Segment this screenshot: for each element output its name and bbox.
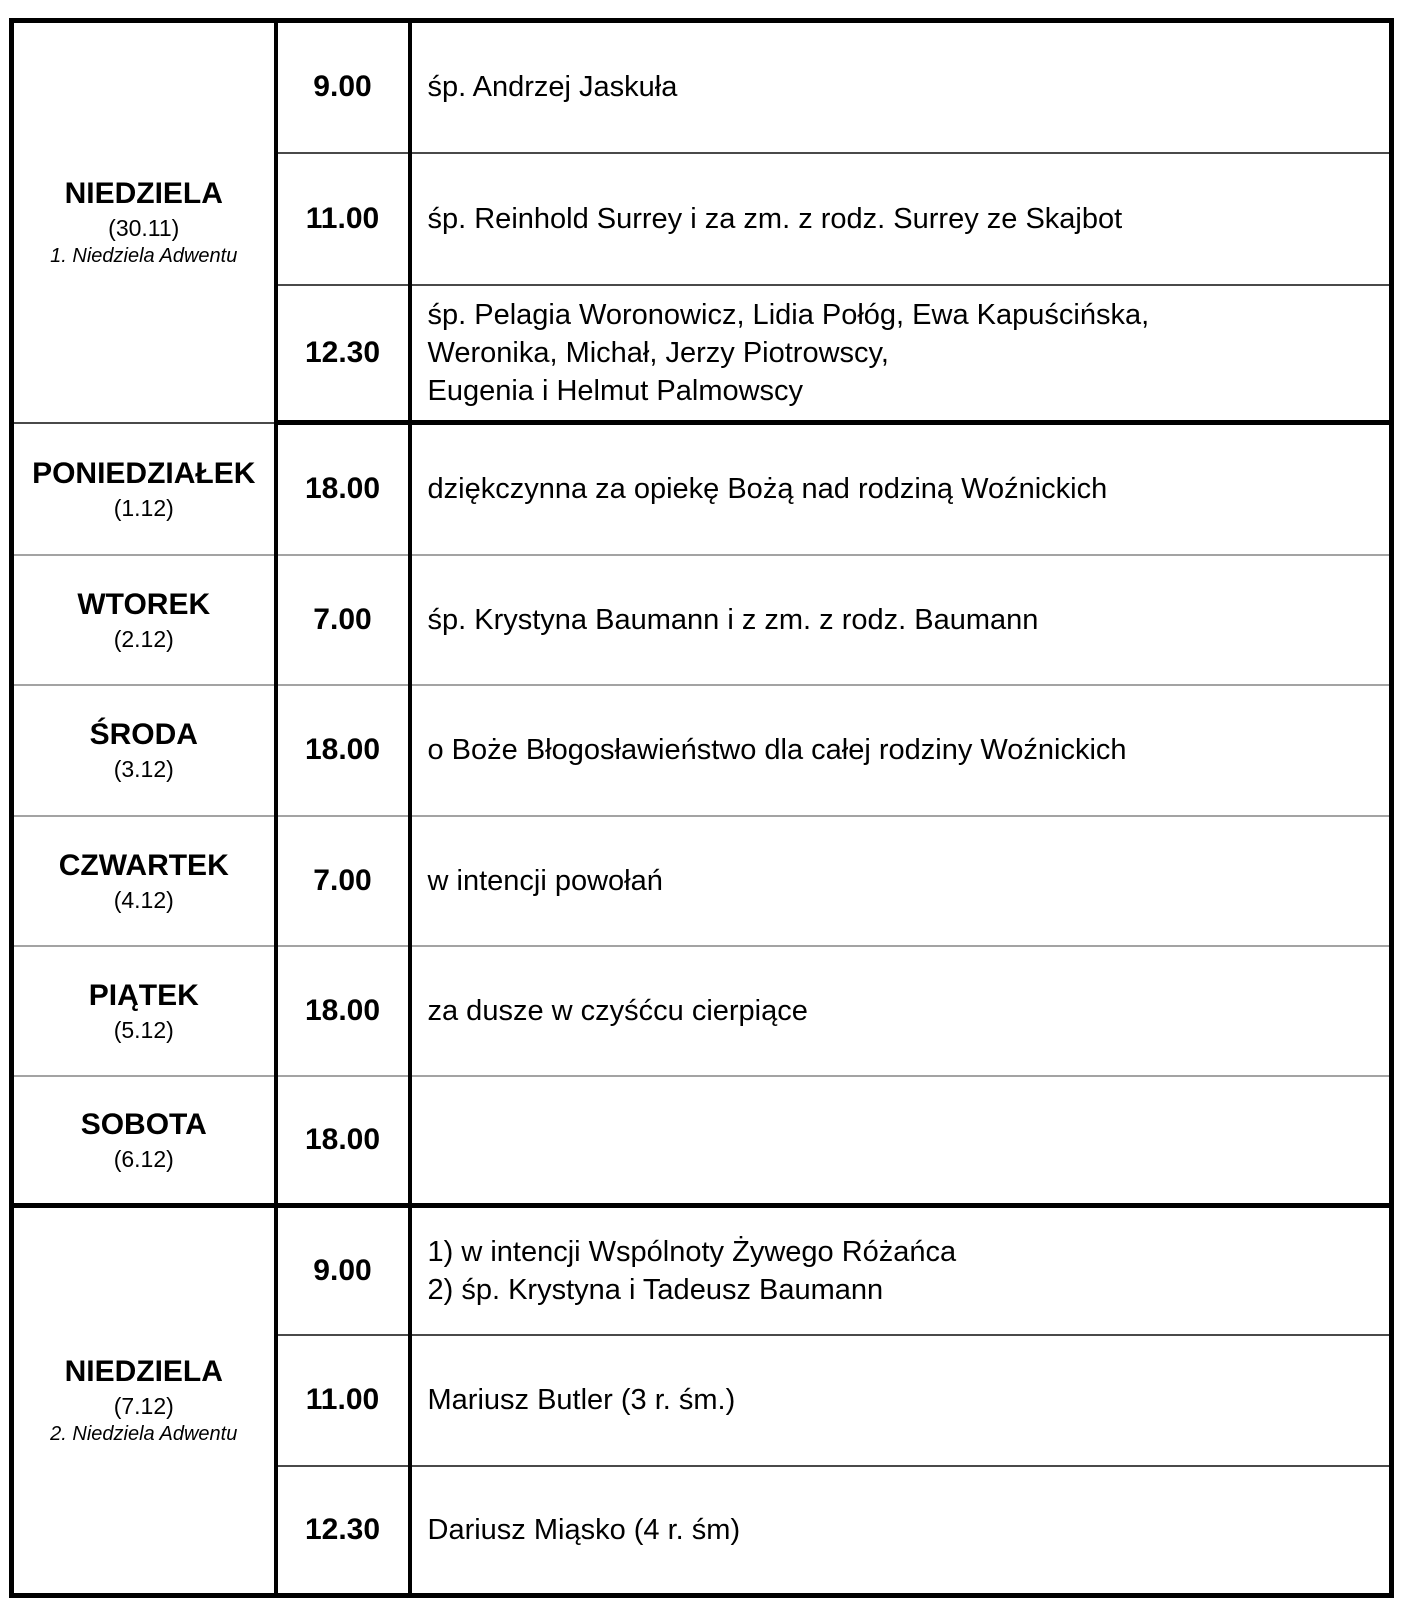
day-cell-niedziela-1	[12, 21, 276, 423]
day-date: (4.12)	[113, 886, 174, 913]
intention-cell: Dariusz Miąsko (4 r. śm)	[410, 1466, 1392, 1596]
time-cell: 11.00	[276, 153, 410, 285]
intention-cell: Mariusz Butler (3 r. śm.)	[410, 1335, 1392, 1466]
table-row	[12, 816, 1392, 946]
mass-intentions-table	[9, 18, 1394, 1598]
intention-cell	[410, 1076, 1392, 1206]
day-date: (6.12)	[113, 1145, 174, 1172]
intention-cell: w intencji powołań	[410, 816, 1392, 946]
time-cell: 18.00	[276, 1076, 410, 1206]
time-cell: 18.00	[276, 423, 410, 555]
time-cell: 12.30	[276, 1466, 410, 1596]
day-date: (30.11)	[108, 214, 180, 241]
day-cell-piatek	[12, 946, 276, 1076]
day-subtitle: 2. Niedziela Adwentu	[50, 1423, 238, 1445]
intention-cell: śp. Andrzej Jaskuła	[410, 21, 1392, 153]
intention-cell: o Boże Błogosławieństwo dla całej rodziny Woźnickich	[410, 685, 1392, 816]
day-name: PONIEDZIAŁEK	[32, 456, 256, 490]
time-cell: 11.00	[276, 1335, 410, 1466]
intention-cell: śp. Krystyna Baumann i z zm. z rodz. Baumann	[410, 555, 1392, 685]
intention-cell: 1) w intencji Wspólnoty Żywego Różańca 2) śp. Krystyna i Tadeusz Baumann	[410, 1206, 1392, 1335]
day-date: (7.12)	[113, 1393, 174, 1419]
time-cell: 18.00	[276, 946, 410, 1076]
table-row	[12, 21, 1392, 153]
day-cell-poniedzialek	[12, 423, 276, 555]
day-subtitle: 1. Niedziela Adwentu	[50, 244, 238, 267]
intention-cell: dziękczynna za opiekę Bożą nad rodziną Woźnickich	[410, 423, 1392, 555]
table-row	[12, 1206, 1392, 1335]
time-cell: 7.00	[276, 555, 410, 685]
time-cell: 9.00	[276, 21, 410, 153]
intention-cell: śp. Pelagia Woronowicz, Lidia Połóg, Ewa Kapuścińska, Weronika, Michał, Jerzy Piotrowscy, Eugenia i Helmut Palmowscy	[410, 285, 1392, 423]
day-cell-sobota	[12, 1076, 276, 1206]
table-row	[12, 555, 1392, 685]
time-cell: 9.00	[276, 1206, 410, 1335]
day-name: NIEDZIELA	[64, 176, 223, 210]
day-cell-czwartek	[12, 816, 276, 946]
day-name: SOBOTA	[80, 1107, 207, 1141]
day-cell-niedziela-2	[12, 1206, 276, 1596]
day-name: WTOREK	[77, 587, 211, 621]
table-row	[12, 423, 1392, 555]
day-cell-wtorek	[12, 555, 276, 685]
day-name: PIĄTEK	[88, 978, 199, 1012]
day-date: (5.12)	[113, 1016, 174, 1043]
day-name: ŚRODA	[89, 718, 198, 751]
intention-cell: śp. Reinhold Surrey i za zm. z rodz. Surrey ze Skajbot	[410, 153, 1392, 285]
table-row	[12, 946, 1392, 1076]
day-date: (1.12)	[113, 494, 174, 521]
intention-cell: za dusze w czyśćcu cierpiące	[410, 946, 1392, 1076]
day-date: (2.12)	[113, 625, 174, 652]
day-cell-sroda	[12, 685, 276, 816]
time-cell: 18.00	[276, 685, 410, 816]
table-row	[12, 1076, 1392, 1206]
day-date: (3.12)	[113, 756, 174, 782]
time-cell: 7.00	[276, 816, 410, 946]
day-name: CZWARTEK	[58, 848, 229, 882]
time-cell: 12.30	[276, 285, 410, 423]
day-name: NIEDZIELA	[64, 1355, 223, 1388]
table-row	[12, 685, 1392, 816]
